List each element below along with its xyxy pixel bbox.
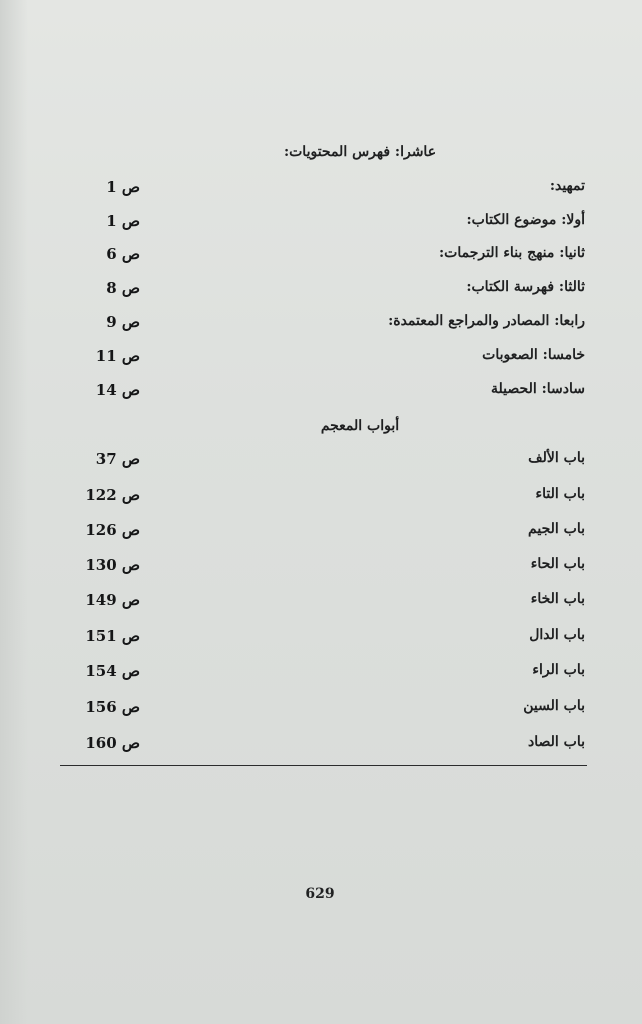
toc-row [80, 627, 585, 651]
toc-row [80, 313, 585, 337]
toc-entry-label: باب الخاء [530, 591, 585, 607]
toc-entry-page: ص 9 [106, 313, 140, 331]
toc-entry-page: ص 14 [95, 381, 140, 399]
toc-row [80, 245, 585, 269]
toc-entry-page: ص 37 [95, 450, 140, 468]
toc-row [80, 486, 585, 510]
toc-entry-label: أولا: موضوع الكتاب: [466, 212, 585, 228]
toc-row [80, 521, 585, 545]
toc-entry-page: ص 151 [85, 627, 140, 645]
toc-row [80, 381, 585, 405]
toc-row [80, 698, 585, 722]
toc-entry-label: باب الصاد [527, 734, 585, 750]
toc-entry-label: ثانيا: منهج بناء الترجمات: [439, 245, 585, 261]
toc-entry-page: ص 1 [106, 212, 140, 230]
toc-entry-page: ص 1 [106, 178, 140, 196]
toc-row [80, 662, 585, 686]
toc-row [80, 556, 585, 580]
toc-row [80, 734, 585, 758]
toc-row [80, 347, 585, 371]
toc-entry-label: رابعا: المصادر والمراجع المعتمدة: [388, 313, 585, 329]
toc-entry-page: ص 130 [85, 556, 140, 574]
toc-entry-label: باب الحاء [530, 556, 585, 572]
toc-entry-label: خامسا: الصعوبات [482, 347, 585, 363]
section-title: أبواب المعجم [320, 418, 400, 434]
toc-entry-page: ص 149 [85, 591, 140, 609]
toc-entry-page: ص 160 [85, 734, 140, 752]
toc-entry-label: باب السين [523, 698, 585, 714]
toc-entry-label: تمهيد: [549, 178, 585, 194]
toc-row [80, 591, 585, 615]
toc-entry-page: ص 8 [106, 279, 140, 297]
toc-entry-label: ثالثا: فهرسة الكتاب: [466, 279, 585, 295]
contents-heading: عاشرا: فهرس المحتويات: [283, 144, 437, 160]
toc-entry-page: ص 156 [85, 698, 140, 716]
toc-entry-label: باب التاء [535, 486, 585, 502]
toc-entry-label: باب الجيم [528, 521, 585, 537]
toc-row [80, 212, 585, 236]
toc-entry-label: باب الألف [528, 450, 585, 466]
toc-row [80, 450, 585, 474]
toc-row [80, 279, 585, 303]
toc-entry-label: باب الراء [532, 662, 585, 678]
toc-entry-page: ص 6 [106, 245, 140, 263]
toc-entry-page: ص 11 [95, 347, 140, 365]
toc-entry-label: باب الدال [529, 627, 585, 643]
divider-rule [60, 765, 587, 766]
toc-entry-page: ص 122 [85, 486, 140, 504]
toc-entry-label: سادسا: الحصيلة [491, 381, 585, 397]
toc-entry-page: ص 126 [85, 521, 140, 539]
toc-row [80, 178, 585, 202]
page-number: 629 [305, 886, 335, 902]
toc-entry-page: ص 154 [85, 662, 140, 680]
